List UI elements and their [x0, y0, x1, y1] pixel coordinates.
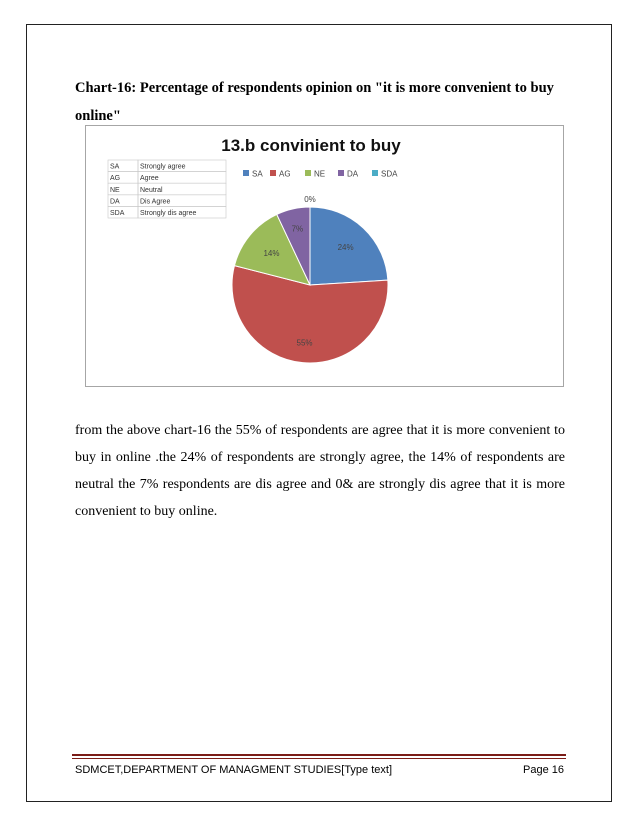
legend-label-ne: NE [314, 169, 326, 179]
data-label-sa: 24% [337, 243, 354, 253]
legend-swatch-ne [305, 170, 311, 176]
body-paragraph: from the above chart-16 the 55% of respondents are agree that it is more convenient to buy in online .the 24% of respondents are strongly agree, the 14% of respondents are neutral the 7% respondents are dis agree and 0& are strongly dis agree that it is more convenient to buy online. [75, 423, 565, 519]
pie-chart [86, 126, 563, 386]
table-abbr: SA [110, 163, 120, 171]
legend-label-da: DA [347, 169, 359, 179]
data-label-ag: 55% [296, 338, 313, 348]
data-label-da: 7% [291, 224, 304, 234]
chart-frame [85, 125, 564, 387]
table-abbr: AG [110, 175, 121, 183]
footer-rule-thin [72, 758, 566, 759]
legend-swatch-sda [372, 170, 378, 176]
chart-title: 13.b convinient to buy [221, 136, 401, 155]
table-meaning: Dis Agree [140, 198, 171, 206]
footer-department: SDMCET,DEPARTMENT OF MANAGMENT STUDIES[Type text] [75, 764, 393, 776]
legend-label-sa: SA [252, 169, 263, 179]
legend-label-sda: SDA [381, 169, 398, 179]
table-meaning: Neutral [140, 186, 163, 194]
data-label-ne: 14% [263, 249, 280, 259]
chart-heading: Chart-16: Percentage of respondents opinion on "it is more convenient to buy online" [75, 80, 554, 124]
abbreviation-table [108, 160, 226, 218]
table-abbr: NE [110, 186, 120, 194]
legend-swatch-sa [243, 170, 249, 176]
chart-legend [243, 170, 398, 179]
legend-label-ag: AG [279, 169, 291, 179]
data-label-sda: 0% [304, 195, 316, 204]
table-meaning: Strongly agree [140, 163, 186, 171]
footer-rule-thick [72, 754, 566, 756]
footer-page-number: Page 16 [523, 764, 564, 776]
legend-swatch-da [338, 170, 344, 176]
table-meaning: Strongly dis agree [140, 210, 197, 217]
table-meaning: Agree [140, 175, 159, 183]
table-abbr: DA [110, 198, 120, 206]
table-abbr: SDA [110, 210, 125, 217]
legend-swatch-ag [270, 170, 276, 176]
